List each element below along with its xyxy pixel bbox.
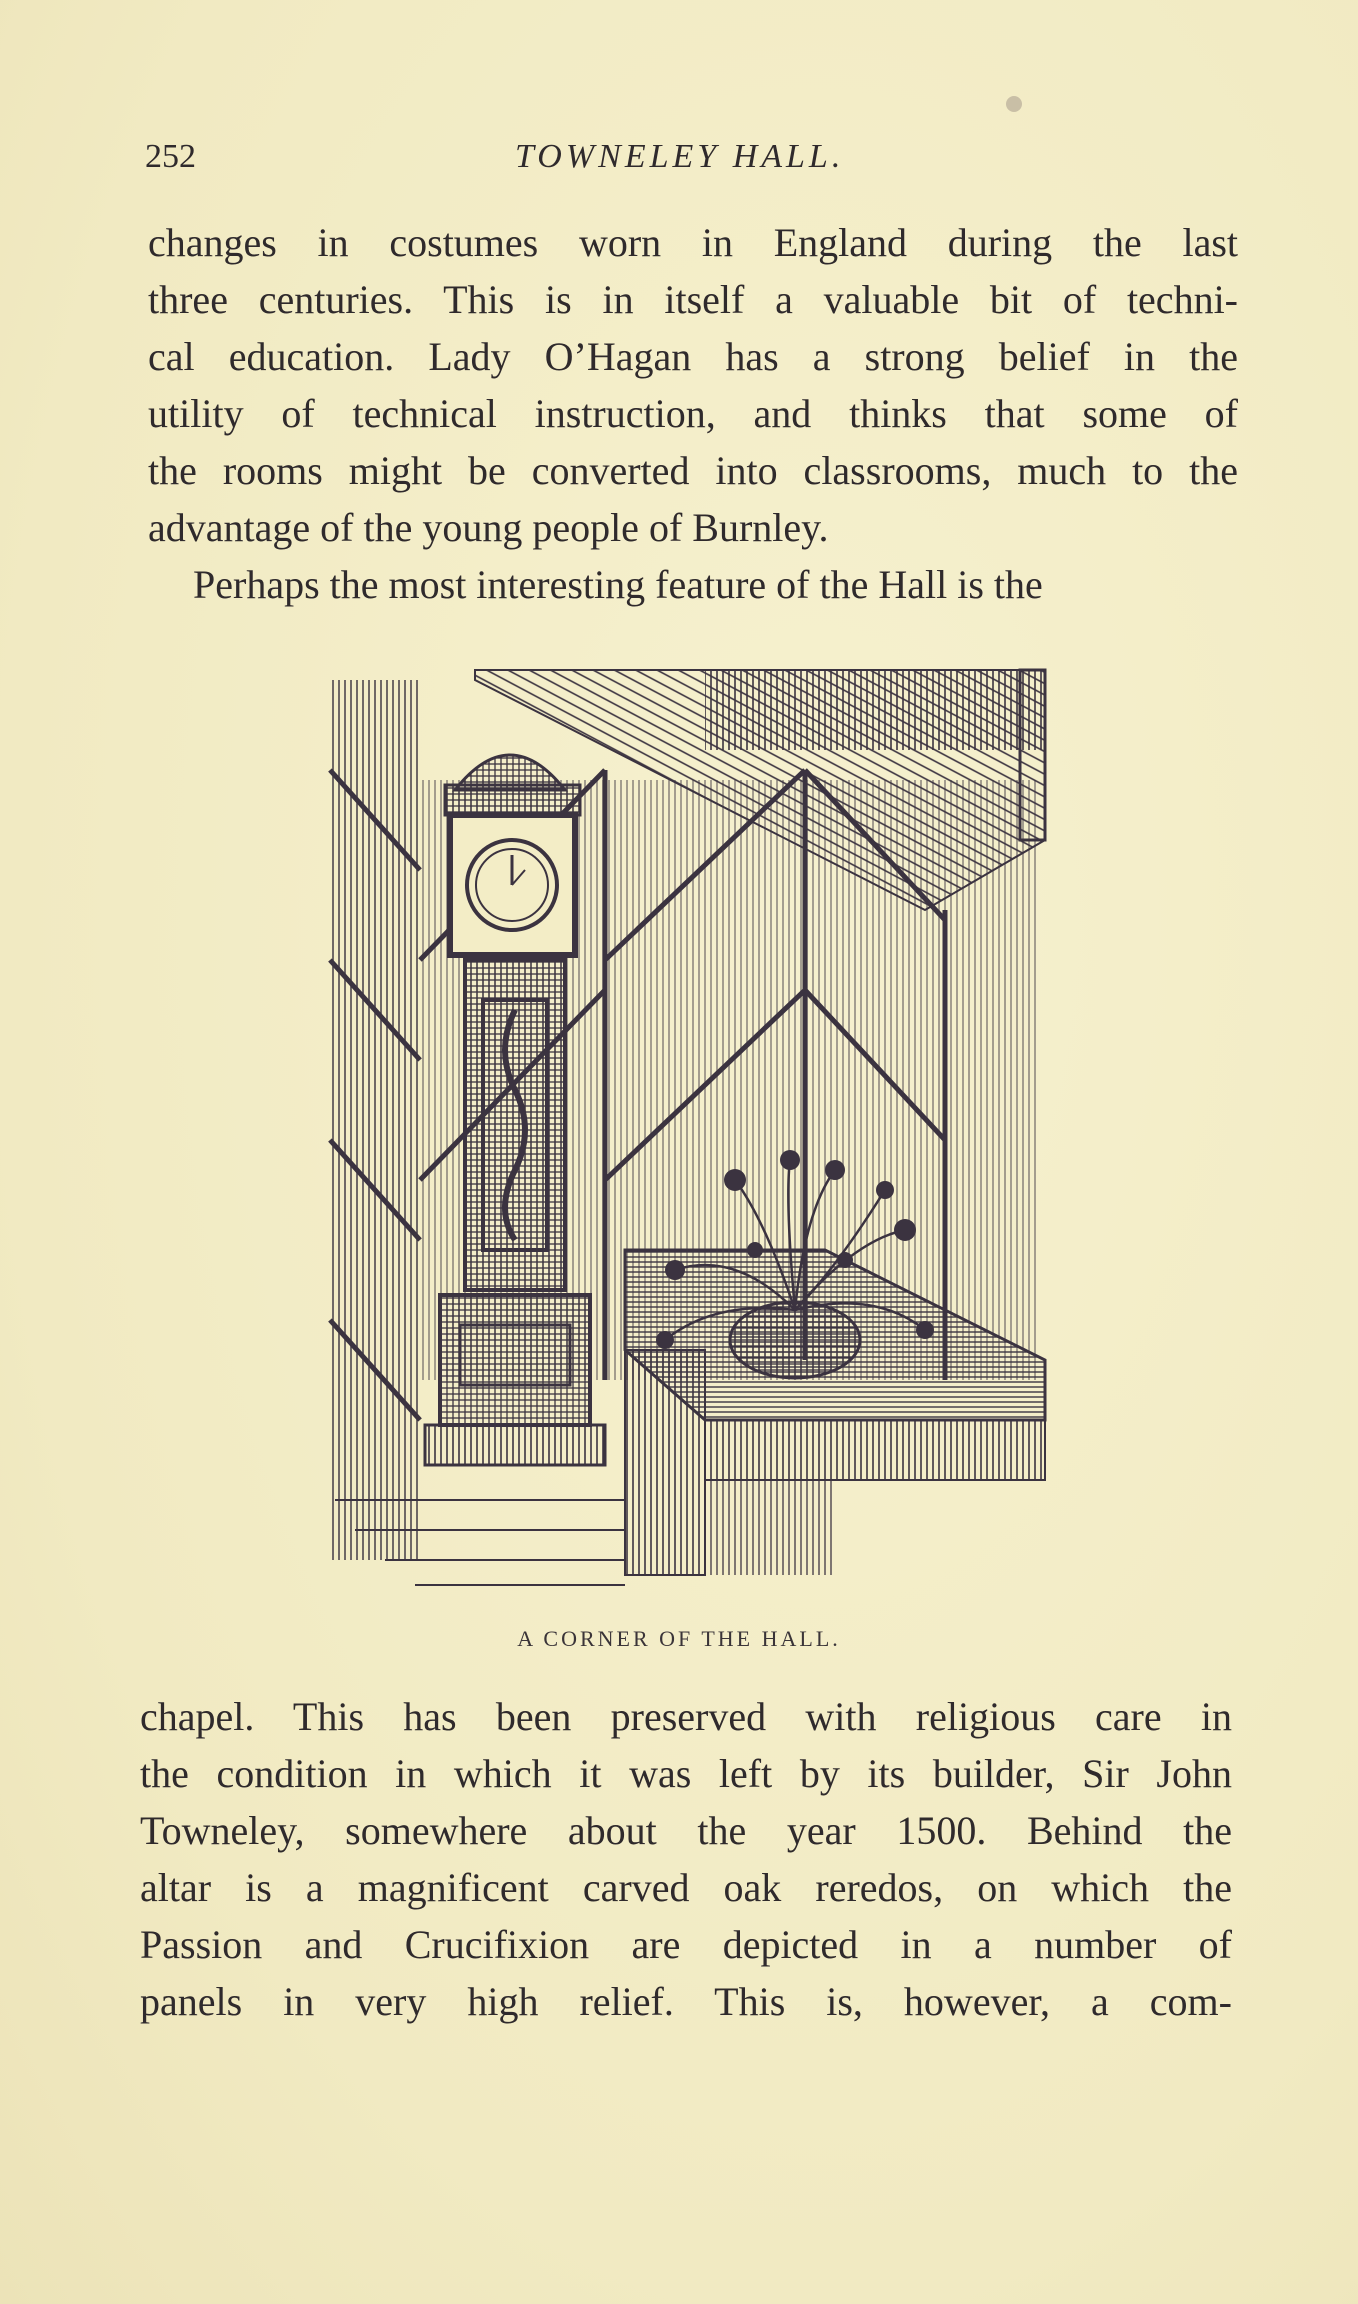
figure-caption: A CORNER OF THE HALL. <box>517 1626 841 1651</box>
paragraph-1 <box>148 214 1238 556</box>
clock-base <box>440 1295 590 1425</box>
running-title: TOWNELEY HALL. <box>515 138 845 175</box>
text-line: altar is a magnificent carved oak reredos, on which the <box>140 1865 1232 1910</box>
text-line: utility of technical instruction, and thinks that some of <box>148 391 1238 436</box>
paper-speck <box>1006 96 1022 112</box>
text-line: the rooms might be converted into classrooms, much to the <box>148 448 1238 493</box>
text-line: Passion and Crucifixion are depicted in a number of <box>140 1922 1232 1967</box>
paragraph-3 <box>140 1688 1232 2030</box>
text-line: advantage of the young people of Burnley. <box>148 505 829 550</box>
text-line: Towneley, somewhere about the year 1500. Behind the <box>140 1808 1232 1853</box>
table-front <box>705 1420 1045 1480</box>
text-line: three centuries. This is in itself a valuable bit of techni- <box>148 277 1238 322</box>
plant-bowl <box>730 1302 860 1378</box>
wall-panel-left <box>330 680 420 1560</box>
table-leg <box>625 1350 705 1575</box>
page-number: 252 <box>145 138 196 175</box>
engraving-hall-corner <box>325 660 1065 1595</box>
text-line: the condition in which it was left by its builder, Sir John <box>140 1751 1232 1796</box>
page-header <box>145 138 1245 188</box>
clock-case <box>465 960 565 1290</box>
text-line: cal education. Lady O’Hagan has a strong belief in the <box>148 334 1238 379</box>
figure-illustration <box>325 660 1065 1595</box>
paragraph-2 <box>148 556 1238 613</box>
text-line: chapel. This has been preserved with religious care in <box>140 1694 1232 1739</box>
balustrade <box>705 670 1045 750</box>
text-line: panels in very high relief. This is, however, a com- <box>140 1979 1232 2024</box>
text-line: changes in costumes worn in England during the last <box>148 220 1238 265</box>
text-line: Perhaps the most interesting feature of the Hall is the <box>193 562 1043 607</box>
